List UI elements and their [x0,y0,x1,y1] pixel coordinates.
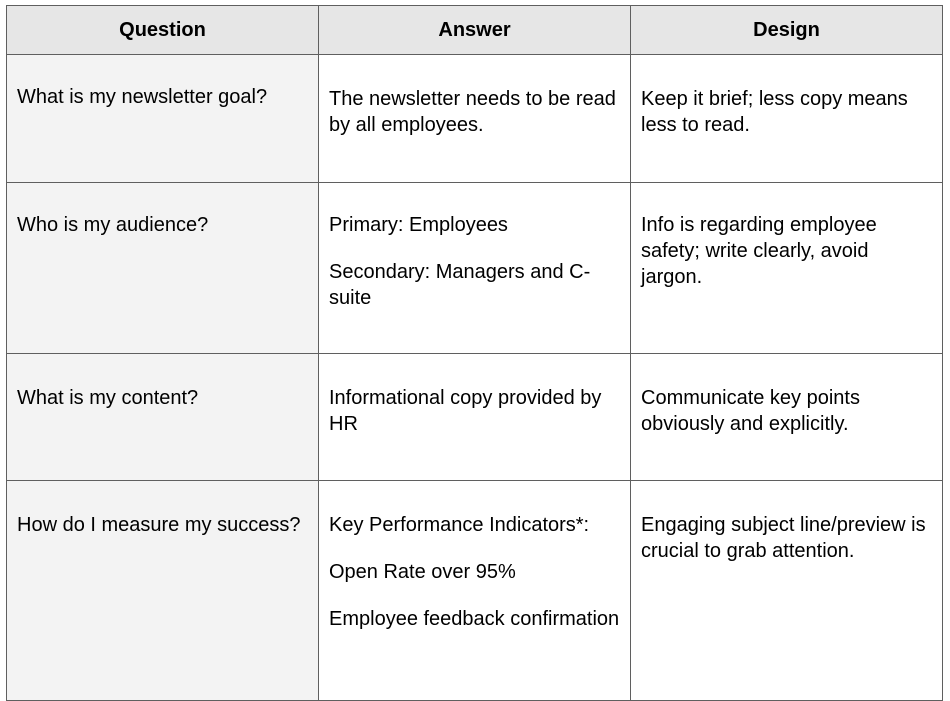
answer-line: Key Performance Indicators*: [329,514,590,536]
header-row [7,6,943,55]
answer-line: Secondary: Managers and C-suite [329,261,591,309]
table-row [7,354,943,481]
answer-line: Informational copy provided by HR [329,387,602,435]
question-cell: How do I measure my success? [7,481,319,701]
column-header-question: Question [7,6,319,55]
answer-line: Employee feedback confirmation [329,608,620,630]
column-header-design: Design [631,6,943,55]
design-cell: Engaging subject line/preview is crucial to grab attention. [631,481,943,701]
question-cell: What is my newsletter goal? [7,55,319,183]
newsletter-planning-table [6,5,943,701]
answer-cell [319,55,631,183]
design-cell: Info is regarding employee safety; write clearly, avoid jargon. [631,183,943,354]
table-row [7,481,943,701]
design-cell: Communicate key points obviously and explicitly. [631,354,943,481]
answer-cell [319,183,631,354]
table-row [7,55,943,183]
answer-cell [319,354,631,481]
answer-cell [319,481,631,701]
table-row [7,183,943,354]
column-header-answer: Answer [319,6,631,55]
question-cell: Who is my audience? [7,183,319,354]
question-cell: What is my content? [7,354,319,481]
answer-line: The newsletter needs to be read by all employees. [329,88,616,136]
answer-line: Open Rate over 95% [329,561,516,583]
design-cell: Keep it brief; less copy means less to read. [631,55,943,183]
answer-line: Primary: Employees [329,214,508,236]
